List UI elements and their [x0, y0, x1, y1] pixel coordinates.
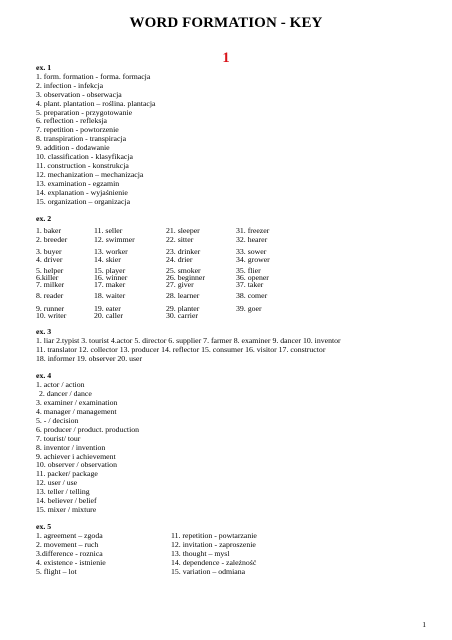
table-row: [36, 256, 306, 263]
ex4-list: [36, 381, 436, 515]
table-cell: 6.killer: [36, 273, 59, 283]
table-cell: 7. milker: [36, 280, 65, 290]
table-cell: 28. learner: [166, 291, 200, 301]
list-item: 15. organization – organizacja: [36, 196, 131, 206]
list-item: 13. teller / telling: [36, 487, 90, 497]
list-item: 9. addition - dodawanie: [36, 143, 110, 153]
ex4-heading: ex. 4: [36, 371, 52, 381]
list-item: 3. examiner / examination: [36, 398, 118, 408]
ex1-list: [36, 73, 436, 207]
list-item: 11. construction - konstrukcja: [36, 160, 129, 170]
list-item: 9. achiever i achievement: [36, 451, 116, 461]
table-cell: 11. seller: [94, 226, 123, 235]
table-cell: 32. hearer: [236, 234, 268, 244]
table-cell: 16. winner: [94, 273, 128, 283]
table-cell: 33. sower: [236, 247, 267, 257]
table-cell: 5. helper: [36, 265, 64, 275]
table-row: [36, 236, 306, 245]
table-cell: 20. caller: [94, 311, 124, 321]
list-item: 2. dancer / dance: [39, 389, 92, 399]
table-cell: 35. flier: [236, 265, 261, 275]
list-item: 14. explanation - wyjaśnienie: [36, 187, 128, 197]
table-cell: 11. repetition - powtarzanie: [171, 531, 257, 541]
list-item: 14. believer / belief: [36, 496, 97, 506]
table-row: [36, 281, 306, 288]
table-cell: 19. eater: [94, 303, 121, 313]
table-cell: 3. buyer: [36, 247, 62, 257]
list-item: 12. user / use: [36, 478, 78, 488]
table-cell: 37. taker: [236, 280, 264, 290]
list-item: 4. manager / management: [36, 407, 117, 416]
table-cell: 23. drinker: [166, 247, 201, 257]
table-cell: 30. carrier: [166, 311, 199, 321]
table-cell: 8. reader: [36, 291, 64, 301]
table-cell: 17. maker: [94, 280, 126, 290]
table-cell: 14. dependence - zależność: [171, 558, 257, 568]
list-item: 1. actor / action: [36, 380, 85, 390]
list-item: 10. observer / observation: [36, 460, 117, 470]
ex3-heading: ex. 3: [36, 327, 52, 337]
ex1-heading: ex. 1: [36, 63, 52, 72]
table-cell: 18. waiter: [94, 291, 126, 301]
list-item: 3. observation - obserwacja: [36, 89, 122, 99]
list-item: 6. reflection - refleksja: [36, 116, 108, 126]
table-cell: 31. freezer: [236, 226, 270, 235]
text-line: 18. informer 19. observer 20. user: [36, 353, 143, 363]
section-number: 1: [222, 50, 230, 66]
list-item: 6. producer / product. production: [36, 424, 140, 434]
table-row: [36, 568, 257, 577]
table-row: [36, 312, 306, 319]
list-item: 2. infection - infekcja: [36, 80, 104, 90]
list-item: 8. transpiration - transpiracja: [36, 134, 127, 144]
table-cell: [236, 312, 306, 319]
table-cell: 13. worker: [94, 247, 128, 257]
table-cell: 25. smoker: [166, 265, 201, 275]
ex2-table: [36, 227, 306, 320]
list-item: 11. packer/ package: [36, 469, 98, 479]
table-cell: 4. existence - istnienie: [36, 558, 106, 568]
table-cell: 1. agreement – zgoda: [36, 531, 103, 541]
table-cell: 39. goer: [236, 303, 262, 313]
table-cell: 34. grower: [236, 254, 270, 264]
table-cell: 21. sleeper: [166, 226, 200, 235]
table-cell: 9. runner: [36, 303, 65, 313]
list-item: 4. plant. plantation – roślina. plantacja: [36, 98, 156, 108]
table-cell: 3.difference - roznica: [36, 549, 103, 559]
page-title: WORD FORMATION - KEY: [129, 15, 323, 31]
text-line: 11. translator 12. collector 13. producer 14. reflector 15. consumer 16. visitor 17. constructor: [36, 344, 326, 354]
table-cell: 5. flight – lot: [36, 567, 77, 576]
list-item: 13. examination - egzamin: [36, 178, 120, 188]
list-item: 5. - / decision: [36, 415, 79, 425]
table-cell: 14. skier: [94, 254, 121, 264]
list-item: 15. mixer / mixture: [36, 504, 97, 514]
table-cell: 27. giver: [166, 280, 194, 290]
table-cell: 38. comer: [236, 291, 268, 301]
ex2-heading: ex. 2: [36, 214, 52, 224]
table-cell: 13. thought – mysl: [171, 549, 230, 559]
table-cell: 15. player: [94, 265, 126, 275]
table-cell: 2. breeder: [36, 234, 68, 244]
table-cell: 12. swimmer: [94, 234, 135, 244]
table-cell: 12. invitation - zaproszenie: [171, 540, 256, 550]
table-row: [36, 292, 306, 301]
table-cell: 1. baker: [36, 226, 62, 235]
text-line: 1. liar 2.typist 3. tourist 4.actor 5. director 6. supplier 7. farmer 8. examiner 9. dancer 10. inventor: [36, 336, 341, 346]
ex5-table: [36, 532, 257, 577]
list-item: 5. preparation - przygotowanie: [36, 107, 133, 117]
answer-key-content: [36, 64, 436, 577]
ex5-heading: ex. 5: [36, 522, 52, 532]
list-item: 10. classification - klasyfikacja: [36, 152, 133, 162]
list-item: 8. inventor / invention: [36, 442, 106, 452]
table-cell: 29. planter: [166, 303, 200, 313]
page-number: 1: [422, 620, 426, 629]
table-cell: 26. beginner: [166, 273, 205, 283]
list-item: 12. mechanization – mechanizacja: [36, 169, 144, 179]
table-cell: 36. opener: [236, 273, 269, 283]
table-cell: 10. writer: [36, 311, 67, 321]
table-cell: 24. drier: [166, 254, 193, 264]
list-item: 7. repetition - powtorzenie: [36, 125, 119, 135]
table-cell: 22. sitter: [166, 234, 194, 244]
table-cell: 4. driver: [36, 254, 63, 264]
list-item: 1. form. formation - forma. formacja: [36, 71, 151, 81]
table-cell: 15. variation – odmiana: [171, 567, 246, 576]
list-item: 7. tourist/ tour: [36, 433, 81, 443]
table-cell: 2. movement – ruch: [36, 540, 99, 550]
